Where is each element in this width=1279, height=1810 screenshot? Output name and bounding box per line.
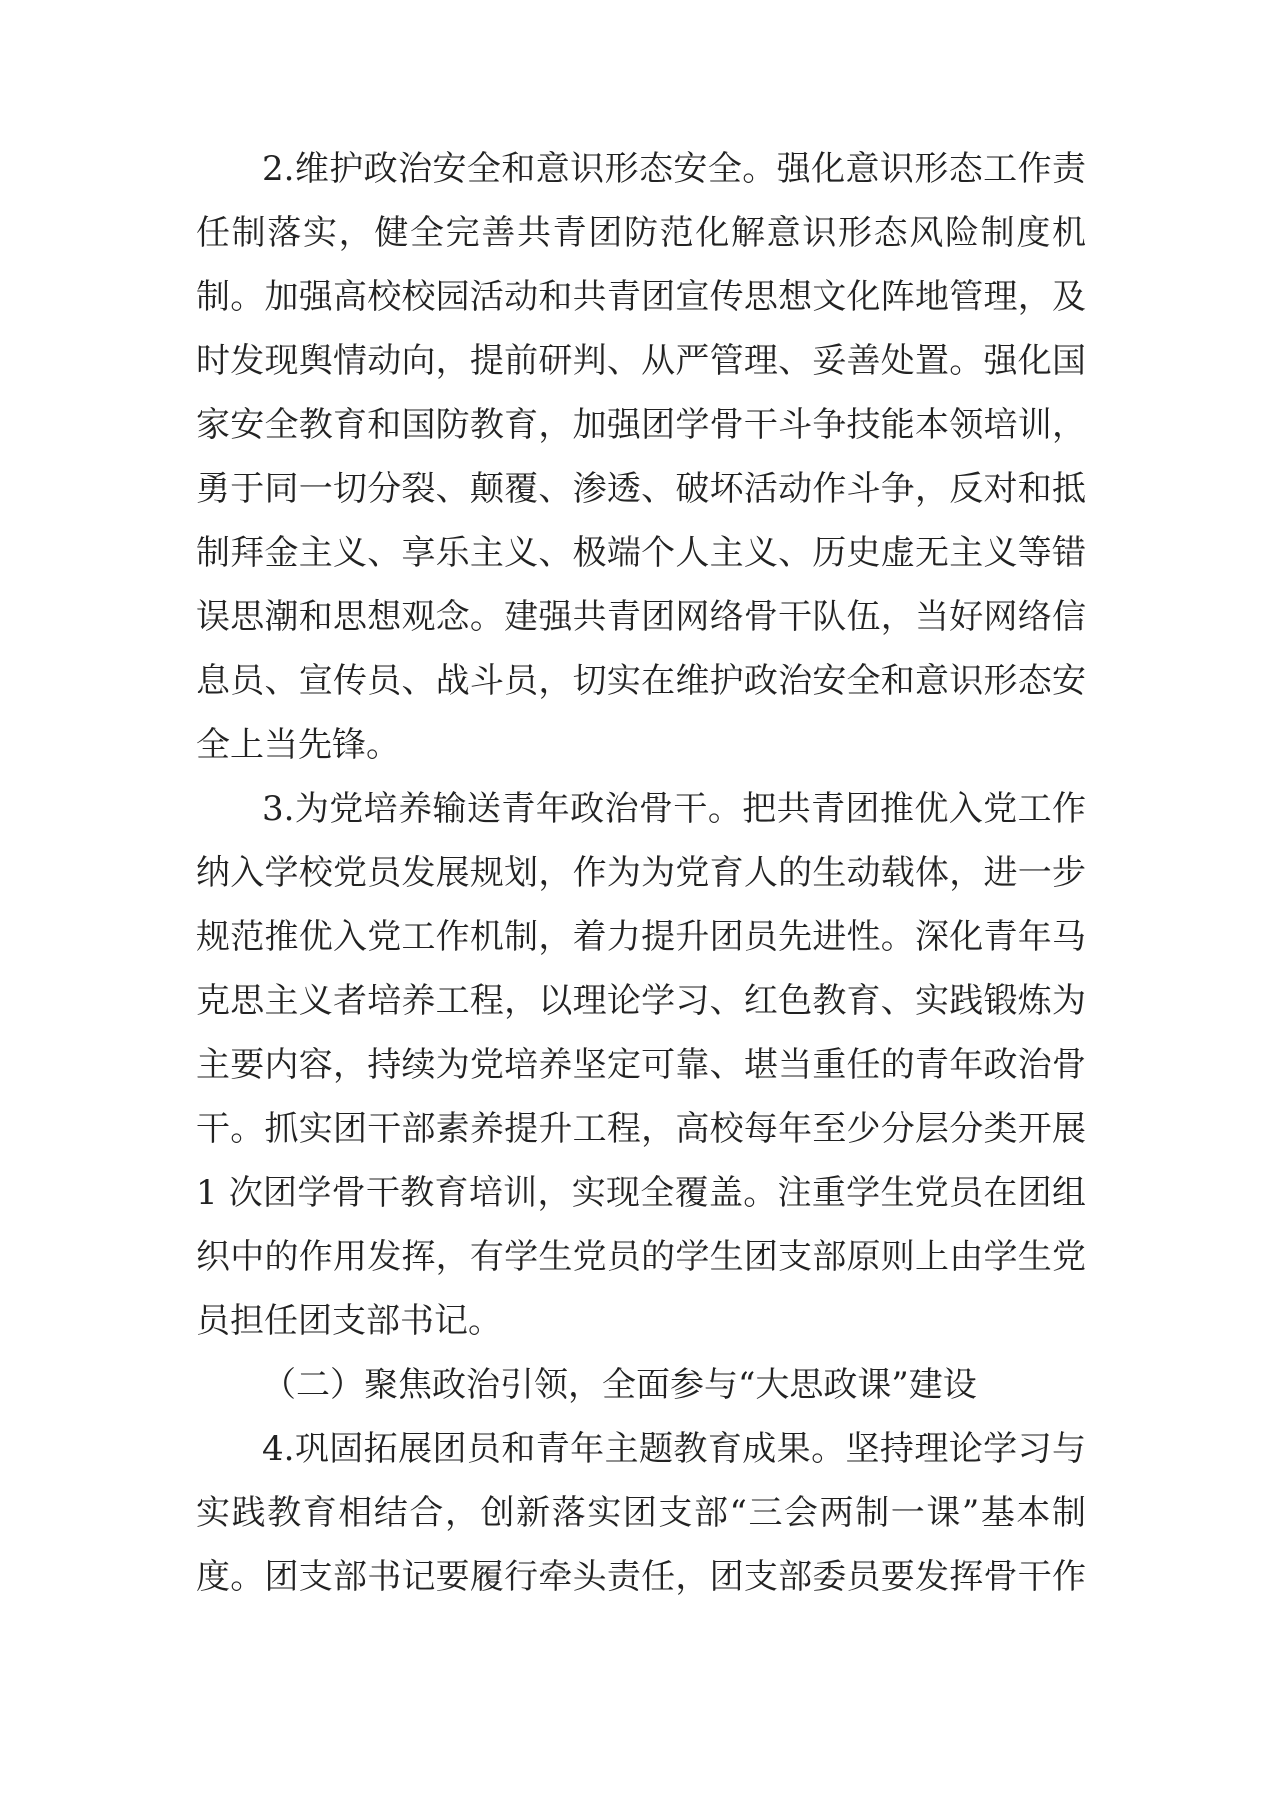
paragraph-line: 度。团支部书记要履行牵头责任，团支部委员要发挥骨干作 [196, 1557, 1086, 1597]
paragraph-line: 干。抓实团干部素养提升工程，高校每年至少分层分类开展 [196, 1109, 1086, 1149]
paragraph-line: 2.维护政治安全和意识形态安全。强化意识形态工作责 [262, 149, 1086, 189]
paragraph-line: 规范推优入党工作机制，着力提升团员先进性。深化青年马 [196, 917, 1086, 957]
paragraph-line: 织中的作用发挥，有学生党员的学生团支部原则上由学生党 [196, 1237, 1086, 1277]
paragraph-line: 实践教育相结合，创新落实团支部“三会两制一课”基本制 [196, 1493, 1086, 1533]
paragraph-line: 任制落实，健全完善共青团防范化解意识形态风险制度机 [196, 213, 1086, 253]
paragraph-line: 4.巩固拓展团员和青年主题教育成果。坚持理论学习与 [262, 1429, 1086, 1469]
paragraph-line: 勇于同一切分裂、颠覆、渗透、破坏活动作斗争，反对和抵 [196, 469, 1086, 509]
paragraph-line: 息员、宣传员、战斗员，切实在维护政治安全和意识形态安 [196, 661, 1086, 701]
paragraph-line: 3.为党培养输送青年政治骨干。把共青团推优入党工作 [262, 789, 1086, 829]
paragraph-line: 制。加强高校校园活动和共青团宣传思想文化阵地管理，及 [196, 277, 1086, 317]
paragraph-line: 纳入学校党员发展规划，作为为党育人的生动载体，进一步 [196, 853, 1086, 893]
paragraph-line: 制拜金主义、享乐主义、极端个人主义、历史虚无主义等错 [196, 533, 1086, 573]
paragraph-line: 全上当先锋。 [196, 725, 400, 765]
paragraph-line: 员担任团支部书记。 [196, 1301, 502, 1341]
paragraph-line: 误思潮和思想观念。建强共青团网络骨干队伍，当好网络信 [196, 597, 1086, 637]
paragraph-line: 克思主义者培养工程，以理论学习、红色教育、实践锻炼为 [196, 981, 1086, 1021]
paragraph-line: 家安全教育和国防教育，加强团学骨干斗争技能本领培训， [196, 405, 1086, 445]
paragraph-line: 1 次团学骨干教育培训，实现全覆盖。注重学生党员在团组 [196, 1173, 1086, 1213]
paragraph-line: 时发现舆情动向，提前研判、从严管理、妥善处置。强化国 [196, 341, 1086, 381]
paragraph-line: 主要内容，持续为党培养坚定可靠、堪当重任的青年政治骨 [196, 1045, 1086, 1085]
section-heading: （二）聚焦政治引领，全面参与“大思政课”建设 [262, 1365, 977, 1405]
